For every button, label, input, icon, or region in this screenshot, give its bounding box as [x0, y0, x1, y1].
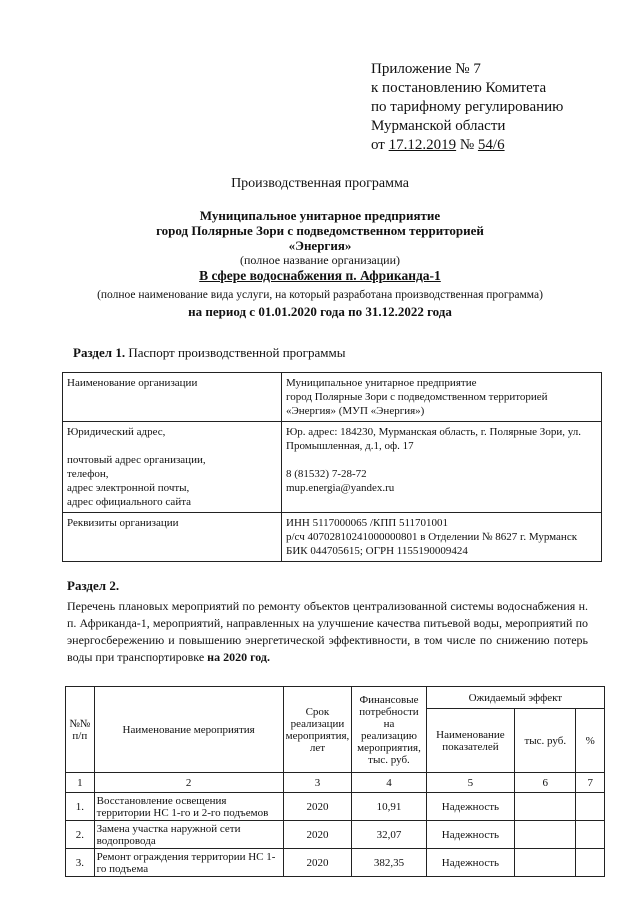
row-rub	[515, 793, 576, 821]
annex-line2: к постановлению Комитета	[371, 80, 547, 96]
passport-value: mup.energia@yandex.ru	[286, 482, 395, 494]
col-header-effect: Ожидаемый эффект	[426, 687, 604, 709]
org-name-line3: «Энергия»	[288, 238, 352, 253]
col-header-pct: %	[576, 709, 605, 773]
col-header-num: №№ п/п	[66, 687, 95, 773]
row-finance: 382,35	[352, 849, 426, 877]
passport-label: адрес электронной почты,	[67, 482, 190, 494]
section1-label: Раздел 1.	[73, 345, 126, 360]
row-rub	[515, 849, 576, 877]
col-number: 5	[426, 773, 514, 793]
section2-description: Перечень плановых мероприятий по ремонту объектов централизованной системы водоснабжения н. п. Африканда-1, мероприятий, направленных на улучшение качества питьевой воды, мероприятий по энергосбережению и повышению энергетической эффективности, в том числе по снижению потерь воды при транспортировке	[67, 599, 588, 664]
col-number: 2	[94, 773, 283, 793]
passport-value-cell	[282, 422, 602, 513]
row-pct	[576, 793, 605, 821]
col-header-indicator: Наименование показателей	[426, 709, 514, 773]
row-name: Ремонт ограждения территории НС 1-го подъема	[94, 849, 283, 877]
col-header-rub: тыс. руб.	[515, 709, 576, 773]
row-num: 3.	[66, 849, 95, 877]
section2-year: на 2020 год.	[207, 650, 270, 664]
row-rub	[515, 821, 576, 849]
col-header-finance: Финансовые потребности на реализацию мероприятия, тыс. руб.	[352, 687, 426, 773]
passport-value: город Полярные Зори с подведомственном территорией	[286, 391, 548, 403]
passport-value: Муниципальное унитарное предприятие	[286, 377, 477, 389]
program-period: на период с 01.01.2020 года по 31.12.2022 года	[188, 304, 452, 319]
row-term: 2020	[283, 849, 352, 877]
passport-label: адрес официального сайта	[67, 496, 192, 508]
row-indicator: Надежность	[426, 793, 514, 821]
row-num: 1.	[66, 793, 95, 821]
spacer	[286, 453, 597, 467]
passport-label-cell	[63, 422, 282, 513]
row-name: Восстановление освещения территории НС 1-го и 2-го подъемов	[94, 793, 283, 821]
table-row	[63, 513, 602, 562]
row-finance: 32,07	[352, 821, 426, 849]
service-sphere: В сфере водоснабжения п. Африканда-1	[199, 268, 441, 283]
section1-heading	[73, 345, 345, 361]
spacer	[67, 439, 277, 453]
spacer	[286, 495, 597, 509]
passport-value-cell	[282, 513, 602, 562]
annex-line3: по тарифному регулированию	[371, 99, 564, 115]
passport-table	[62, 372, 602, 562]
col-number: 4	[352, 773, 426, 793]
row-finance: 10,91	[352, 793, 426, 821]
passport-value: ИНН 5117000065 /КПП 511701001	[286, 517, 449, 529]
section2-heading: Раздел 2.	[67, 578, 120, 593]
annex-number: 54/6	[477, 137, 505, 153]
section1-title: Паспорт производственной программы	[128, 345, 346, 360]
annex-from: от	[371, 137, 385, 153]
table-row	[63, 422, 602, 513]
passport-label: почтовый адрес организации,	[67, 454, 206, 466]
table-header-row	[66, 687, 605, 709]
annex-line4: Мурманской области	[371, 118, 506, 134]
passport-value-cell	[282, 373, 602, 422]
col-header-term: Срок реализации мероприятия, лет	[283, 687, 352, 773]
col-number: 1	[66, 773, 95, 793]
annex-date-line	[371, 136, 631, 155]
passport-label-cell	[63, 373, 282, 422]
annex-number-sign: №	[459, 137, 475, 153]
passport-label-cell	[63, 513, 282, 562]
service-sphere-note: (полное наименование вида услуги, на который разработана производственная программа)	[97, 289, 543, 301]
passport-value: «Энергия» (МУП «Энергия»)	[286, 405, 425, 417]
table-row	[66, 849, 605, 877]
passport-value: р/сч 40702810241000000801 в Отделении № 8627 г. Мурманск	[286, 531, 578, 543]
passport-label: Наименование организации	[67, 377, 198, 389]
passport-label: телефон,	[67, 468, 109, 480]
col-number: 6	[515, 773, 576, 793]
row-indicator: Надежность	[426, 821, 514, 849]
passport-value: Промышленная, д.1, оф. 17	[286, 440, 414, 452]
col-number: 3	[283, 773, 352, 793]
program-title: Производственная программа	[231, 176, 409, 191]
col-header-name: Наименование мероприятия	[94, 687, 283, 773]
row-term: 2020	[283, 821, 352, 849]
annex-date: 17.12.2019	[388, 137, 457, 153]
annex-line1: Приложение № 7	[371, 61, 481, 77]
passport-value: 8 (81532) 7-28-72	[286, 468, 367, 480]
table-row	[66, 821, 605, 849]
org-name-note: (полное название организации)	[239, 253, 401, 267]
passport-value: БИК 044705615; ОГРН 1155190009424	[286, 545, 468, 557]
row-indicator: Надежность	[426, 849, 514, 877]
plan-table	[65, 686, 605, 877]
row-pct	[576, 849, 605, 877]
passport-value: Юр. адрес: 184230, Мурманская область, г. Полярные Зори, ул.	[286, 426, 581, 438]
row-pct	[576, 821, 605, 849]
table-row	[63, 373, 602, 422]
section2-text	[67, 598, 588, 666]
passport-label: Юридический адрес,	[67, 426, 166, 438]
org-name-line1: Муниципальное унитарное предприятие	[199, 208, 441, 223]
passport-label: Реквизиты организации	[67, 517, 179, 529]
annex-header	[371, 60, 631, 155]
org-name-line2: город Полярные Зори с подведомственном территорией	[156, 223, 484, 238]
row-name: Замена участка наружной сети водопровода	[94, 821, 283, 849]
table-row	[66, 793, 605, 821]
col-number: 7	[576, 773, 605, 793]
column-numbers-row	[66, 773, 605, 793]
row-term: 2020	[283, 793, 352, 821]
row-num: 2.	[66, 821, 95, 849]
